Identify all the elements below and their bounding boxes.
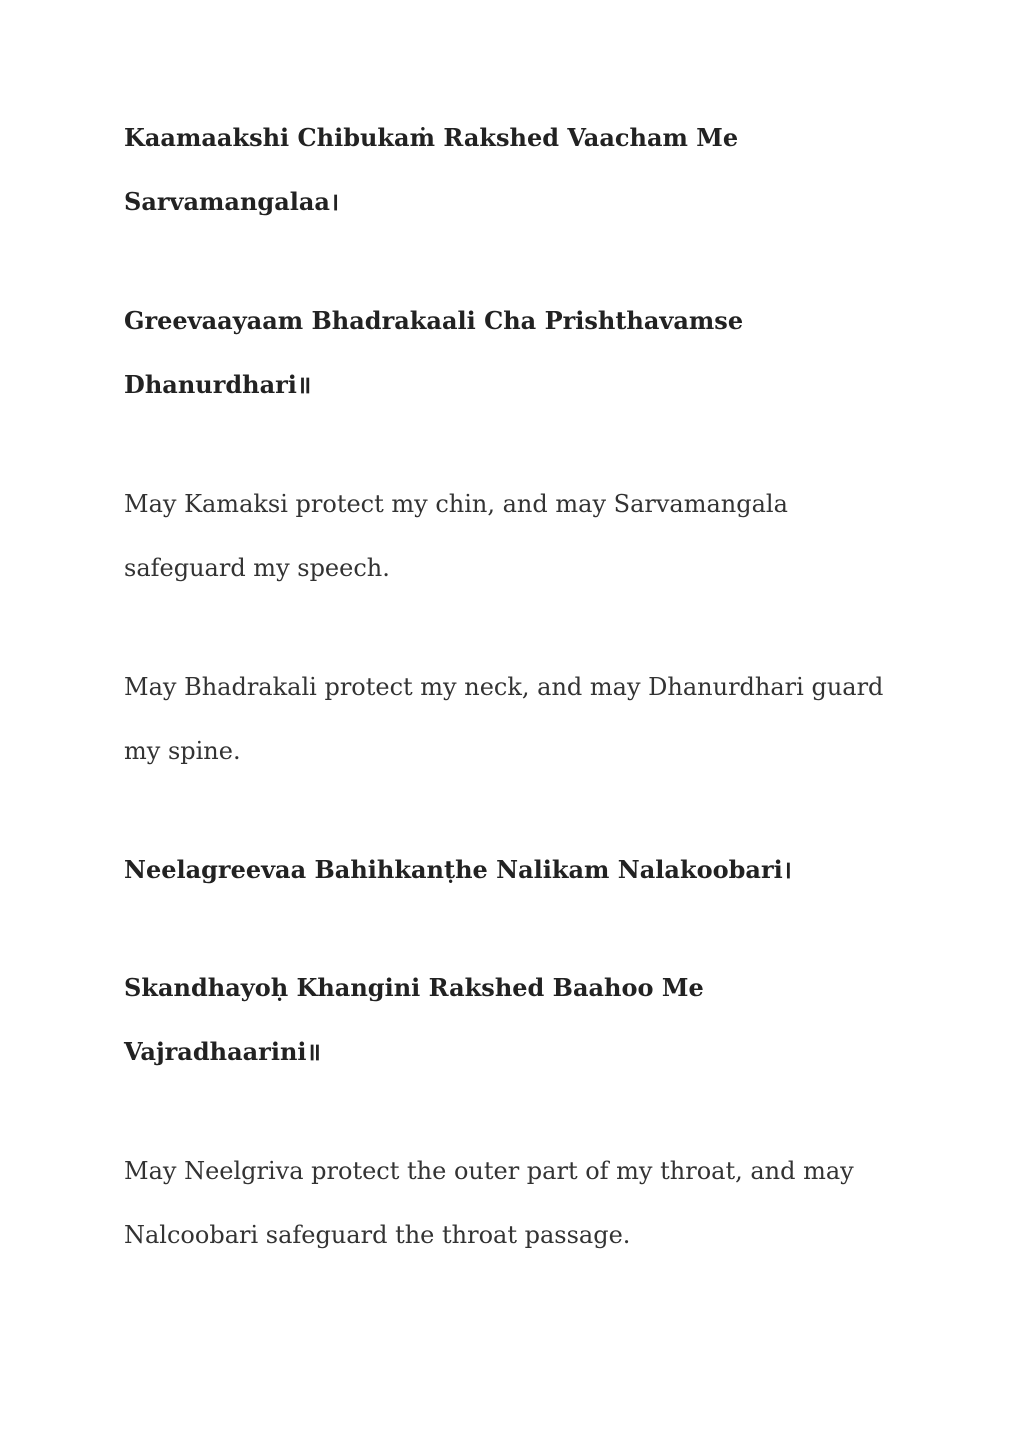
verse-neelagreevaa: Neelagreevaa Bahihkanṭhe Nalikam Nalakoobari।	[124, 855, 792, 884]
translation-neelgriva: May Neelgriva protect the outer part of my throat, and may Nalcoobari safeguard the throat passage.	[124, 1157, 854, 1249]
verse-greevaayaam: Greevaayaam Bhadrakaali Cha Prishthavamse Dhanurdhari॥	[124, 306, 744, 399]
translation-bhadrakali: May Bhadrakali protect my neck, and may Dhanurdhari guard my spine.	[124, 673, 884, 765]
verse-skandhayoh: Skandhayoḥ Khangini Rakshed Baahoo Me Vajradhaarini॥	[124, 973, 704, 1066]
translation-kamaksi: May Kamaksi protect my chin, and may Sarvamangala safeguard my speech.	[124, 490, 788, 582]
verse-kaamaakshi: Kaamaakshi Chibukaṁ Rakshed Vaacham Me Sarvamangalaa।	[124, 123, 739, 216]
